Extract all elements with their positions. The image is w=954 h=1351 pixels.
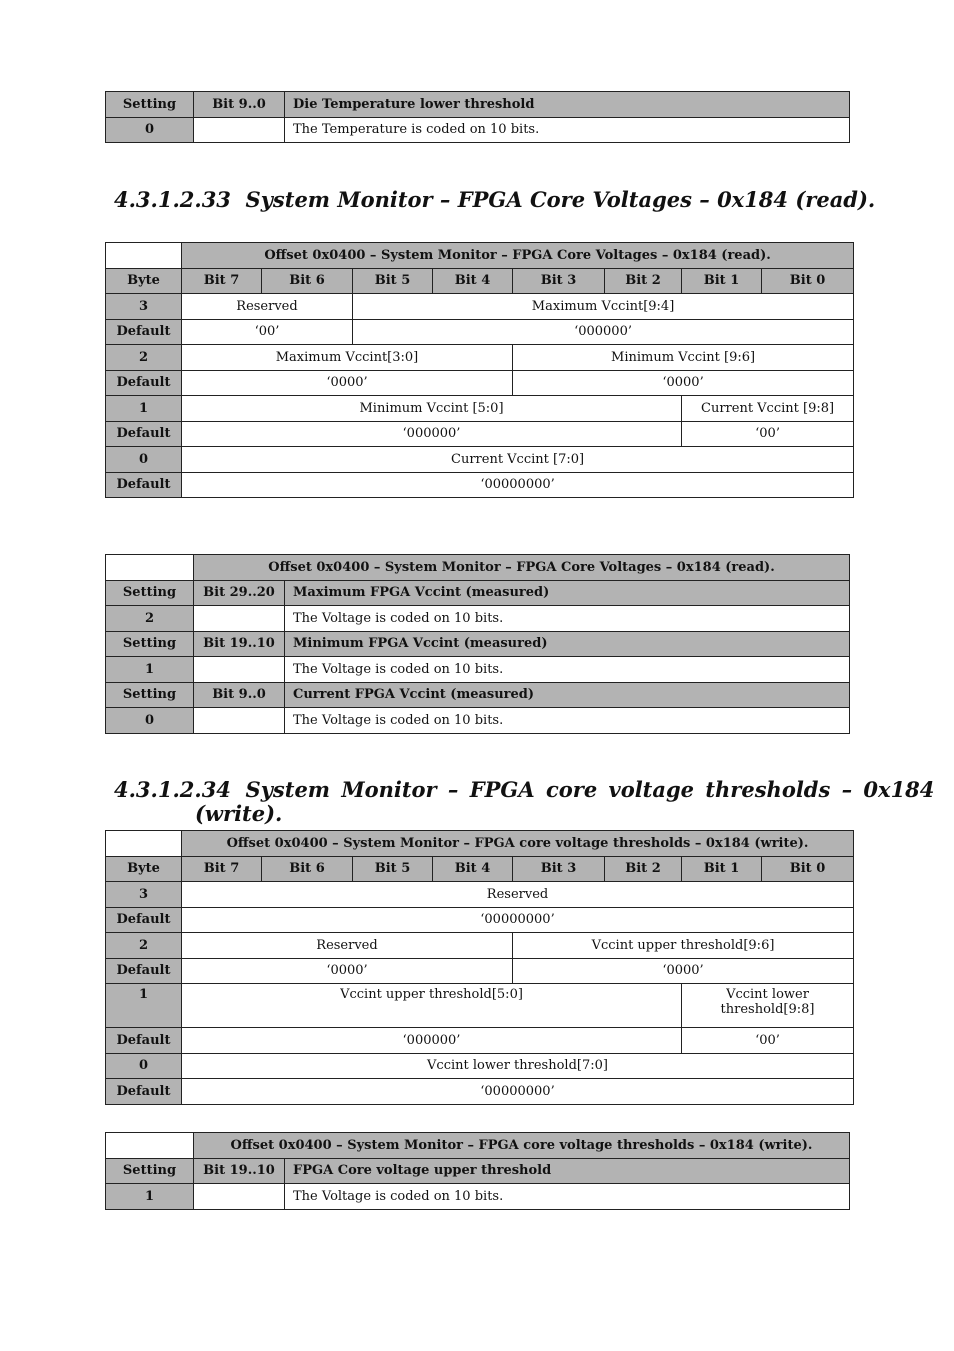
column-header: Bit 4 — [433, 268, 513, 294]
default-value: ‘0000’ — [513, 370, 854, 396]
blank-cell — [194, 606, 285, 632]
corner-cell — [106, 243, 182, 269]
table-row — [106, 933, 854, 959]
default-value: ‘000000’ — [182, 421, 682, 447]
bit-field: Current Vccint [9:8] — [682, 396, 854, 422]
table-row — [106, 421, 854, 447]
table-row — [106, 1053, 854, 1079]
default-value: ‘000000’ — [182, 1028, 682, 1054]
blank-cell — [194, 117, 285, 143]
setting-value: 0 — [106, 117, 194, 143]
column-header: Bit 1 — [682, 856, 762, 882]
bit-range: Bit 9..0 — [194, 92, 285, 118]
byte-label: Default — [106, 472, 182, 498]
default-value: ‘00’ — [682, 1028, 854, 1054]
column-header: Bit 6 — [262, 268, 353, 294]
table-row — [106, 345, 854, 371]
section-title: System Monitor – FPGA core voltage thresholds – 0x184 — [245, 777, 935, 802]
bit-field: Minimum Vccint [9:6] — [513, 345, 854, 371]
table-row — [106, 1028, 854, 1054]
column-header: Bit 4 — [433, 856, 513, 882]
default-value: ‘00’ — [182, 319, 353, 345]
bit-field: Vccint lower threshold[7:0] — [182, 1053, 854, 1079]
field-name: Current FPGA Vccint (measured) — [285, 682, 850, 708]
table-row — [106, 1079, 854, 1105]
column-header: Bit 5 — [353, 268, 433, 294]
table-row — [106, 1158, 850, 1184]
byte-label: 2 — [106, 933, 182, 959]
settings-table — [105, 554, 850, 734]
field-description: The Voltage is coded on 10 bits. — [285, 657, 850, 683]
blank-cell — [194, 657, 285, 683]
column-header: Bit 7 — [182, 268, 262, 294]
section-heading — [114, 777, 934, 802]
default-value: ‘000000’ — [353, 319, 854, 345]
table-caption-row — [106, 243, 854, 269]
table-caption: Offset 0x0400 – System Monitor – FPGA Core Voltages – 0x184 (read). — [182, 243, 854, 269]
table-row — [106, 907, 854, 933]
settings-table — [105, 1132, 850, 1210]
bit-range: Bit 29..20 — [194, 580, 285, 606]
blank-cell — [194, 1184, 285, 1210]
default-value: ‘0000’ — [182, 370, 513, 396]
table-caption: Offset 0x0400 – System Monitor – FPGA core voltage thresholds – 0x184 (write). — [194, 1133, 850, 1159]
field-description: The Voltage is coded on 10 bits. — [285, 606, 850, 632]
setting-value: 0 — [106, 708, 194, 734]
table-caption: Offset 0x0400 – System Monitor – FPGA Core Voltages – 0x184 (read). — [194, 555, 850, 581]
table-row — [106, 606, 850, 632]
bit-field: Vccint lower threshold[9:8] — [682, 984, 854, 1028]
field-name: FPGA Core voltage upper threshold — [285, 1158, 850, 1184]
field-name: Minimum FPGA Vccint (measured) — [285, 631, 850, 657]
default-value: ‘00000000’ — [182, 907, 854, 933]
setting-label: Setting — [106, 580, 194, 606]
column-header: Byte — [106, 856, 182, 882]
setting-label: Setting — [106, 631, 194, 657]
bit-field: Minimum Vccint [5:0] — [182, 396, 682, 422]
byte-label: 3 — [106, 294, 182, 320]
column-header: Bit 5 — [353, 856, 433, 882]
register-table — [105, 242, 854, 498]
register-table — [105, 830, 854, 1105]
byte-label: 0 — [106, 1053, 182, 1079]
section-title: System Monitor – FPGA Core Voltages – 0x184 (read). — [245, 187, 876, 212]
bit-range: Bit 9..0 — [194, 682, 285, 708]
table-row — [106, 631, 850, 657]
setting-value: 2 — [106, 606, 194, 632]
table-caption-row — [106, 1133, 850, 1159]
bit-range: Bit 19..10 — [194, 631, 285, 657]
bit-field: Maximum Vccint[9:4] — [353, 294, 854, 320]
table-caption-row — [106, 555, 850, 581]
byte-label: 3 — [106, 882, 182, 908]
bit-field: Maximum Vccint[3:0] — [182, 345, 513, 371]
setting-label: Setting — [106, 92, 194, 118]
setting-value: 1 — [106, 657, 194, 683]
table-row — [106, 657, 850, 683]
column-header: Bit 2 — [605, 268, 682, 294]
section-number: 4.3.1.2.34 — [114, 777, 231, 802]
field-description: The Voltage is coded on 10 bits. — [285, 708, 850, 734]
column-header: Bit 6 — [262, 856, 353, 882]
table-row — [106, 319, 854, 345]
table-row — [106, 396, 854, 422]
section-heading — [114, 187, 875, 212]
table-header-row — [106, 856, 854, 882]
table-caption: Offset 0x0400 – System Monitor – FPGA core voltage thresholds – 0x184 (write). — [182, 831, 854, 857]
default-value: ‘00000000’ — [182, 1079, 854, 1105]
column-header: Bit 3 — [513, 856, 605, 882]
corner-cell — [106, 831, 182, 857]
byte-label: Default — [106, 1028, 182, 1054]
table-row — [106, 882, 854, 908]
byte-label: Default — [106, 421, 182, 447]
table-row — [106, 447, 854, 473]
section-title-continued: (write). — [195, 801, 283, 826]
column-header: Bit 1 — [682, 268, 762, 294]
default-value: ‘0000’ — [513, 958, 854, 984]
byte-label: 1 — [106, 984, 182, 1028]
temperature-setting-table — [105, 91, 850, 143]
blank-cell — [194, 708, 285, 734]
table-caption-row — [106, 831, 854, 857]
table-row — [106, 117, 850, 143]
default-value: ‘00000000’ — [182, 472, 854, 498]
bit-field: Reserved — [182, 882, 854, 908]
setting-label: Setting — [106, 1158, 194, 1184]
column-header: Bit 7 — [182, 856, 262, 882]
table-row — [106, 682, 850, 708]
bit-field: Vccint upper threshold[9:6] — [513, 933, 854, 959]
byte-label: Default — [106, 907, 182, 933]
field-description: The Voltage is coded on 10 bits. — [285, 1184, 850, 1210]
field-description: The Temperature is coded on 10 bits. — [285, 117, 850, 143]
table-row — [106, 958, 854, 984]
table-row — [106, 370, 854, 396]
column-header: Byte — [106, 268, 182, 294]
column-header: Bit 2 — [605, 856, 682, 882]
section-heading-continued — [195, 801, 282, 826]
default-value: ‘00’ — [682, 421, 854, 447]
byte-label: Default — [106, 319, 182, 345]
field-name: Die Temperature lower threshold — [285, 92, 850, 118]
corner-cell — [106, 555, 194, 581]
bit-field: Current Vccint [7:0] — [182, 447, 854, 473]
byte-label: 1 — [106, 396, 182, 422]
byte-label: 2 — [106, 345, 182, 371]
corner-cell — [106, 1133, 194, 1159]
table-row — [106, 92, 850, 118]
table-header-row — [106, 268, 854, 294]
field-name: Maximum FPGA Vccint (measured) — [285, 580, 850, 606]
bit-field: Vccint upper threshold[5:0] — [182, 984, 682, 1028]
setting-label: Setting — [106, 682, 194, 708]
column-header: Bit 0 — [762, 268, 854, 294]
byte-label: Default — [106, 958, 182, 984]
section-number: 4.3.1.2.33 — [114, 187, 231, 212]
byte-label: 0 — [106, 447, 182, 473]
table-row — [106, 472, 854, 498]
default-value: ‘0000’ — [182, 958, 513, 984]
table-row — [106, 294, 854, 320]
bit-field: Reserved — [182, 933, 513, 959]
table-row — [106, 984, 854, 1028]
column-header: Bit 0 — [762, 856, 854, 882]
bit-range: Bit 19..10 — [194, 1158, 285, 1184]
table-row — [106, 1184, 850, 1210]
byte-label: Default — [106, 1079, 182, 1105]
setting-value: 1 — [106, 1184, 194, 1210]
byte-label: Default — [106, 370, 182, 396]
column-header: Bit 3 — [513, 268, 605, 294]
table-row — [106, 708, 850, 734]
bit-field: Reserved — [182, 294, 353, 320]
table-row — [106, 580, 850, 606]
